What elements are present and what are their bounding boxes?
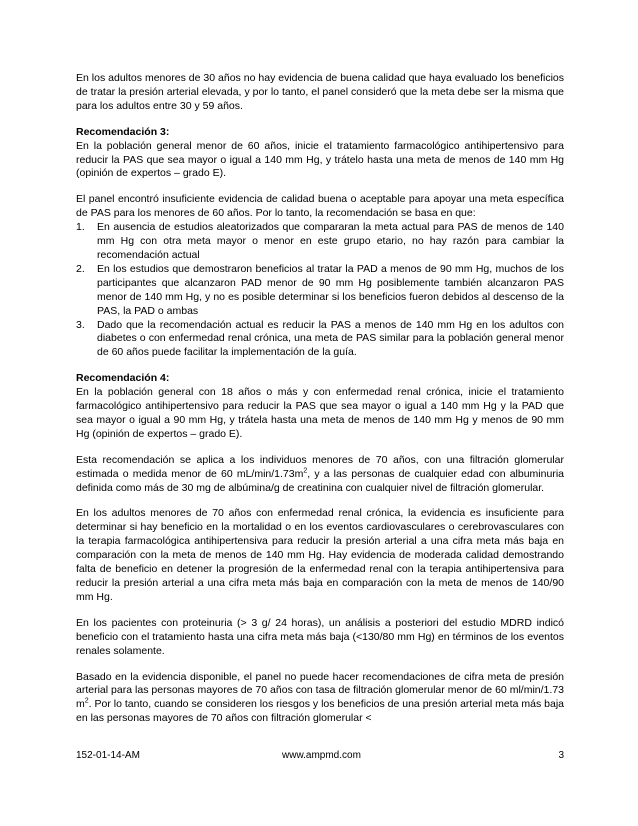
list-item-text: En ausencia de estudios aleatorizados que compararan la meta actual para PAS de menos de 140 mm Hg con otra meta mayor o menor en este grupo etario, no hay razón para cambiar la recomendación actual [97, 221, 564, 261]
applies-text-b: , y a las personas de cualquier edad con albuminuria definida como más de 30 mg de albúmina/g de creatinina con cualquier nivel de filtración glomerular. [76, 467, 564, 494]
based-superscript: 2 [84, 697, 89, 705]
document-code: 152-01-14-AM [76, 750, 140, 761]
applies-superscript: 2 [303, 467, 308, 475]
applies-text-a: Esta recomendación se aplica a los individuos menores de 70 años, con una filtración glomerular estimada o medida menor de 60 mL/min/1.73m [76, 453, 564, 480]
list-item-number: 2. [76, 262, 85, 275]
proteinuria-paragraph: En los pacientes con proteinuria (> 3 g/ 24 horas), un análisis a posteriori del estudio MDRD indicó beneficio con el tratamiento hasta una cifra meta más baja (<130/80 mm Hg) en términos de los eventos renales solamente. [76, 616, 564, 657]
page-number: 3 [558, 750, 564, 761]
based-text-a: Basado en la evidencia disponible, el panel no puede hacer recomendaciones de cifra meta de presión arterial para las personas mayores de 70 años con tasa de filtración glomerular menor de 60 ml/min/1.73 m [76, 670, 564, 711]
based-text-b: . Por lo tanto, cuando se consideren los riesgos y los beneficios de una presión arterial meta más baja en las personas mayores de 70 años con filtración glomerular < [76, 698, 564, 725]
list-item-number: 3. [76, 318, 85, 331]
list-item-text: Dado que la recomendación actual es reducir la PAS a menos de 140 mm Hg en los adultos con diabetes o con enfermedad renal crónica, una meta de PAS similar para la población general menor de 60 años puede facilitar la implementación de la guía. [97, 318, 564, 359]
list-item-number: 1. [76, 221, 85, 234]
list-item-text: En los estudios que demostraron beneficios al tratar la PAD a menos de 90 mm Hg, muchos de los participantes que alcanzaron PAD menor de 90 mm Hg posiblemente también alcanzaron PAS menor de 140 mm Hg, y no es posible determinar si los beneficios fueron debidos al descenso de la PAS, la PAD o ambas [97, 262, 564, 317]
list-item [76, 221, 564, 263]
list-item [76, 319, 564, 361]
applies-paragraph [76, 454, 564, 496]
recommendation-4-text: En la población general con 18 años o más y con enfermedad renal crónica, inicie el tratamiento farmacológico antihipertensivo para reducir la PAS que sea mayor o igual a 140 mm Hg y la PAD que sea mayor o igual a 90 mm Hg, y trátela hasta una meta de menos de 140 mm Hg y menos de 90 mm Hg (opinión de expertos – grado E). [76, 386, 564, 440]
website-link[interactable]: www.ampmd.com [282, 750, 361, 761]
based-paragraph [76, 671, 564, 727]
panel-paragraph: El panel encontró insuficiente evidencia de calidad buena o aceptable para apoyar una meta específica de PAS para los menores de 60 años. Por lo tanto, la recomendación se basa en que: [76, 193, 564, 220]
reasons-list [76, 221, 564, 360]
document-page [76, 72, 564, 738]
intro-paragraph: En los adultos menores de 30 años no hay evidencia de buena calidad que haya evaluado los beneficios de tratar la presión arterial elevada, y por lo tanto, el panel consideró que la meta debe ser la misma que para los adultos entre 30 y 59 años. [76, 72, 564, 112]
ckd-paragraph: En los adultos menores de 70 años con enfermedad renal crónica, la evidencia es insuficiente para determinar si hay beneficio en la mortalidad o en los eventos cardiovasculares o cerebrovasculares con la terapia farmacológica antihipertensiva para reducir la presión arterial a una cifra meta más baja en comparación con la meta de menos de 140 mm Hg. Hay evidencia de moderada calidad demostrando falta de beneficio en detener la progresión de la enfermedad renal con la terapia antihipertensiva para reducir la presión arterial a una cifra meta más baja en comparación con la meta de menos de 140/90 mm Hg. [76, 507, 564, 603]
list-item [76, 263, 564, 319]
recommendation-3-text: En la población general menor de 60 años, inicie el tratamiento farmacológico antihipertensivo para reducir la PAS que sea mayor o igual a 140 mm Hg, y trátelo hasta una meta de menos de 140 mm Hg (opinión de expertos – grado E). [76, 139, 564, 180]
recommendation-3-heading: Recomendación 3: [76, 125, 170, 138]
recommendation-4-heading: Recomendación 4: [76, 372, 170, 385]
